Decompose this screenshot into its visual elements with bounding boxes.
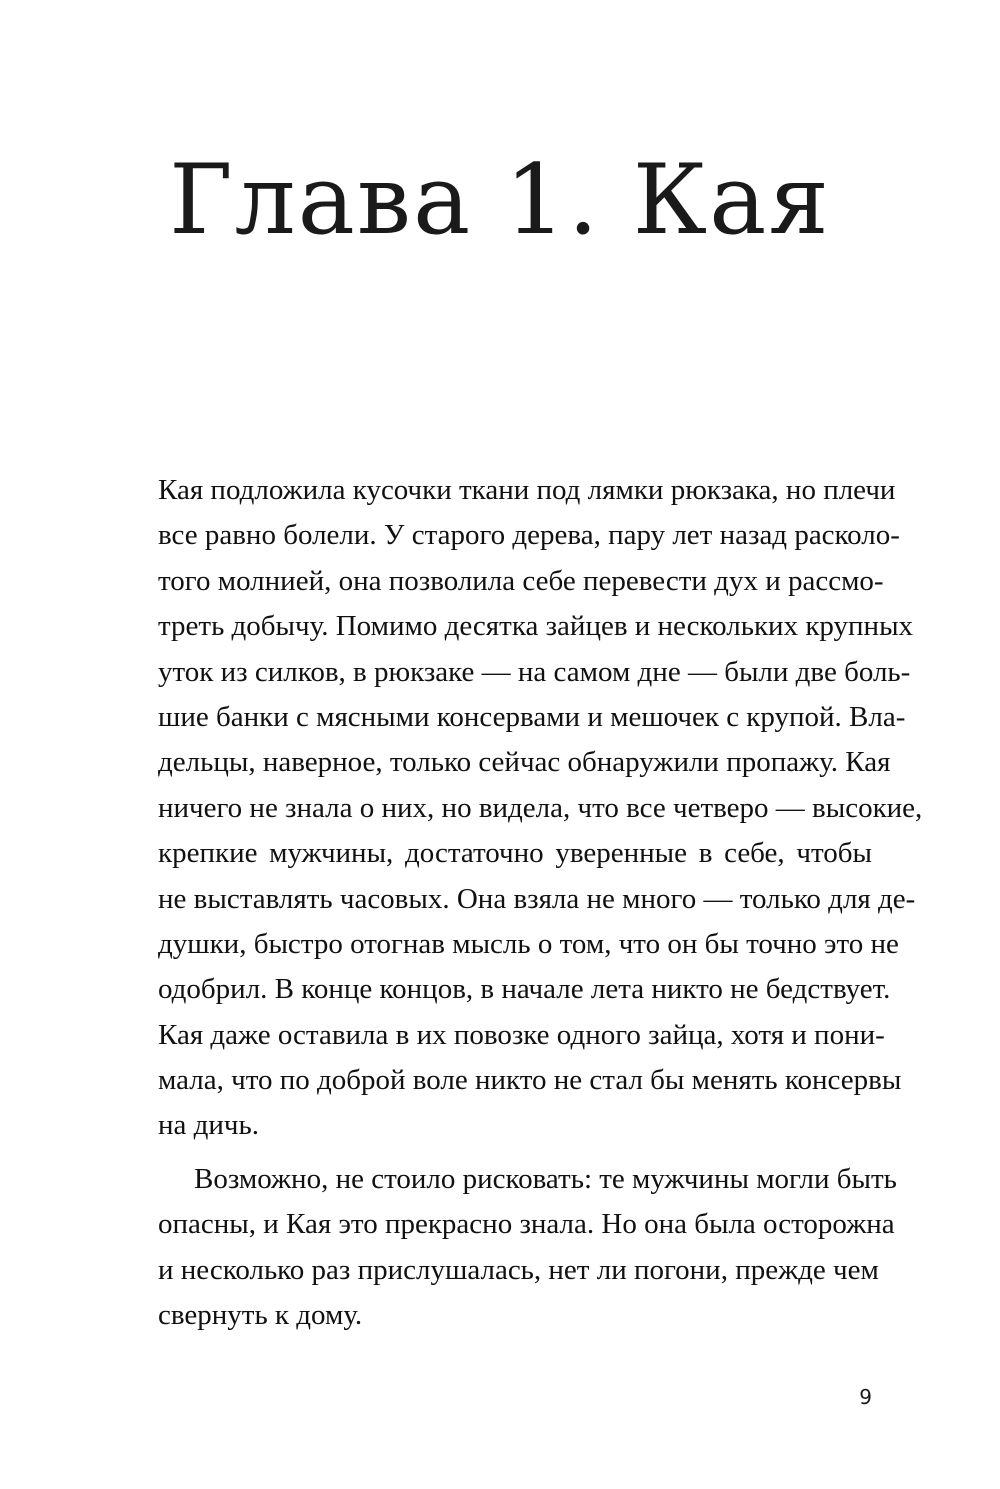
text-line: того молнией, она позволила себе перевести дух и рассмо- <box>158 564 884 597</box>
text-line: опасны, и Кая это прекрасно знала. Но она была осторожна <box>158 1208 895 1241</box>
text-line: уток из силков, в рюкзаке — на самом дне — были две боль- <box>158 655 911 688</box>
text-line: Кая даже оставила в их повозке одного зайца, хотя и пони- <box>158 1018 885 1051</box>
text-line: на дичь. <box>158 1109 259 1142</box>
text-line: не выставлять часовых. Она взяла не много — только для де- <box>158 882 916 915</box>
text-line: свернуть к дому. <box>158 1299 363 1332</box>
text-line: мала, что по доброй воле никто не стал бы менять консервы <box>158 1064 902 1097</box>
paragraph-1 <box>158 468 923 1149</box>
text-line: одобрил. В конце концов, в начале лета никто не бедствует. <box>158 973 891 1006</box>
text-line: шие банки с мясными консервами и мешочек с крупой. Вла- <box>158 700 906 733</box>
text-line: и несколько раз прислушалась, нет ли погони, прежде чем <box>158 1253 879 1286</box>
text-line: треть добычу. Помимо десятка зайцев и нескольких крупных <box>158 610 914 643</box>
text-line: крепкие мужчины, достаточно уверенные в себе, чтобы <box>158 837 872 870</box>
text-line: дельцы, наверное, только сейчас обнаружили пропажу. Кая <box>158 746 891 779</box>
page-number: 9 <box>859 1385 872 1409</box>
text-line: Кая подложила кусочки ткани под лямки рюкзака, но плечи <box>158 474 896 506</box>
paragraph-2 <box>158 1157 897 1339</box>
body-text <box>158 468 923 1338</box>
text-line: все равно болели. У старого дерева, пару лет назад расколо- <box>158 519 900 552</box>
text-line: Возможно, не стоило рисковать: те мужчины могли быть <box>194 1162 897 1195</box>
paragraph-gap <box>158 1149 872 1157</box>
text-line: ничего не знала о них, но видела, что все четверо — высокие, <box>158 791 923 824</box>
text-line: душки, быстро отогнав мысль о том, что он бы точно это не <box>158 927 899 960</box>
chapter-title: Глава 1. Кая <box>169 144 831 256</box>
